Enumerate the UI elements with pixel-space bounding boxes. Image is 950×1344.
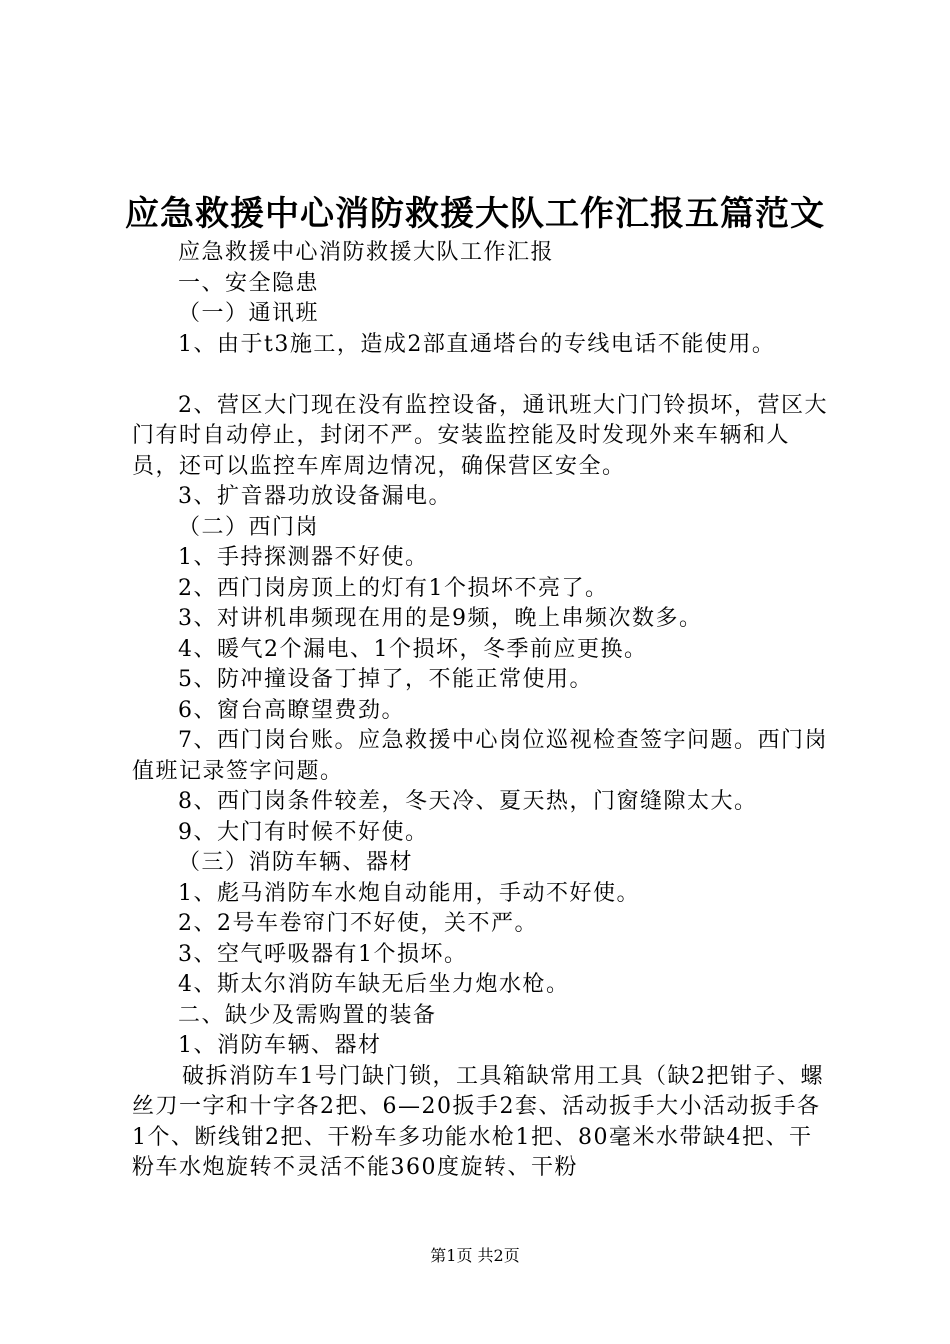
paragraph: 7、西门岗台账。应急救援中心岗位巡视检查签字问题。西门岗值班记录签字问题。 [132,728,828,784]
paragraph: 8、西门岗条件较差，冬天冷、夏天热，门窗缝隙太大。 [178,789,758,814]
paragraph: 1、彪马消防车水炮自动能用，手动不好使。 [178,880,640,906]
section-heading: 一、安全隐患 [178,270,320,296]
paragraph: 6、窗台高瞭望费劲。 [178,697,405,723]
paragraph: 1、手持探测器不好使。 [178,545,429,570]
document-title: 应急救援中心消防救援大队工作汇报五篇范文 [125,194,825,234]
paragraph: 4、斯太尔消防车缺无后坐力炮水枪。 [178,972,570,997]
subsection-heading: （一）通讯班 [178,301,320,326]
paragraph: 应急救援中心消防救援大队工作汇报 [178,240,555,265]
paragraph: 2、2号车卷帘门不好使，关不严。 [178,911,538,936]
subsection-heading: （二）西门岗 [178,514,320,540]
document-body [132,238,832,1184]
paragraph: 3、对讲机串频现在用的是9频，晚上串频次数多。 [178,606,703,631]
paragraph: 3、扩音器功放设备漏电。 [178,484,452,509]
paragraph: 2、西门岗房顶上的灯有1个损坏不亮了。 [178,575,609,601]
paragraph: 破拆消防车1号门缺门锁，工具箱缺常用工具（缺2把钳子、螺丝刀一字和十字各2把、6—20扳手2套、活动扳手大小活动扳手各1个、断线钳2把、干粉车多功能水枪1把、80毫米水带缺4把、干粉车水炮旋转不灵活不能360度旋转、干粉 [132,1063,824,1180]
subsection-heading: （三）消防车辆、器材 [178,850,414,875]
page-footer: 第1页 共2页 [430,1246,520,1265]
paragraph: 2、营区大门现在没有监控设备，通讯班大门门铃损坏，营区大门有时自动停止，封闭不严。安装监控能及时发现外来车辆和人员，还可以监控车库周边情况，确保营区安全。 [132,392,828,479]
paragraph: 3、空气呼吸器有1个损坏。 [178,941,468,967]
section-heading: 二、缺少及需购置的装备 [178,1002,437,1028]
paragraph: 5、防冲撞设备丁掉了，不能正常使用。 [178,667,593,692]
paragraph: 1、消防车辆、器材 [178,1033,382,1058]
blank-line [132,360,832,391]
paragraph: 1、由于t3施工，造成2部直通塔台的专线电话不能使用。 [178,331,776,357]
paragraph: 4、暖气2个漏电、1个损坏，冬季前应更换。 [178,636,648,662]
paragraph: 9、大门有时候不好使。 [178,819,429,845]
